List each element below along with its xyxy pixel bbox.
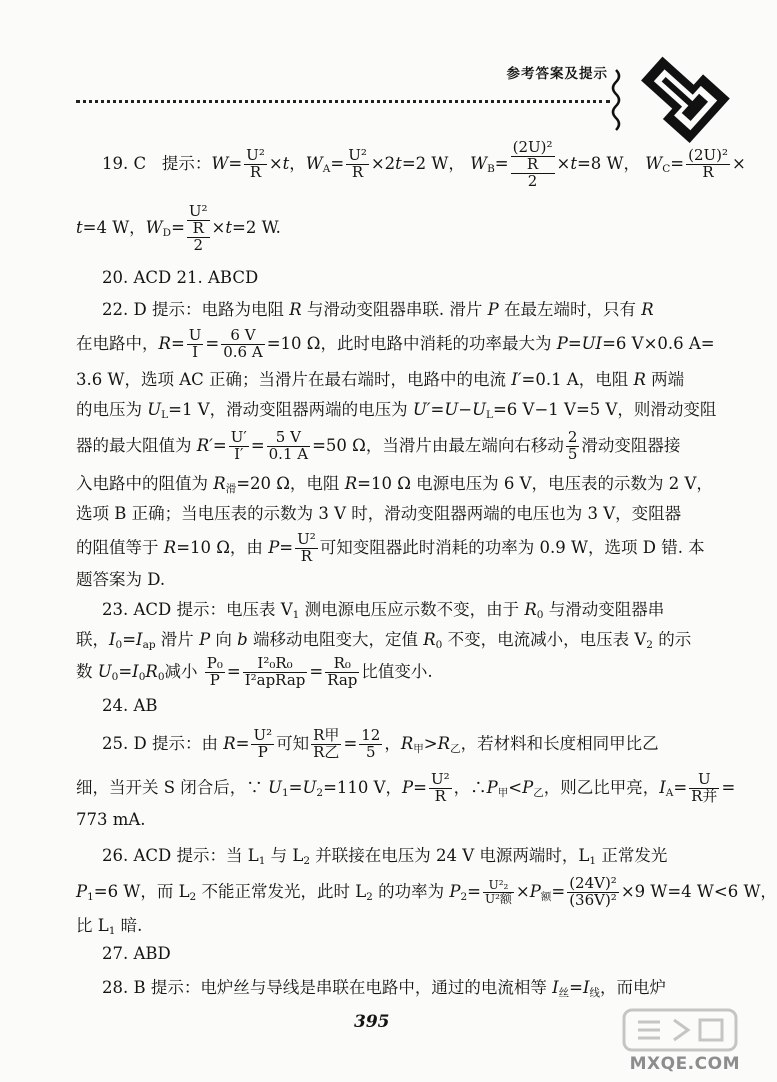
- answer-22-line5: 器的最大阻值为 R′= $\frac{U'}{I'}$ = $\frac{5 V}{0.1 A}$ =50 Ω，当滑片由最左端向右移动 $\frac{2}{5}$ 滑动变阻器接: [76, 428, 681, 463]
- page-number: 395: [354, 1012, 390, 1032]
- fraction: $\frac{\text{R₀}}{\text{Rap}}$: [327, 654, 358, 689]
- answer-26-line1: 26. ACD 提示：当 $L_1$ 与 $L_2$ 并联接在电压为 24 V 电源两端时，$L_1$ 正常发光: [102, 846, 668, 867]
- arrow-icon: [608, 50, 750, 140]
- answer-22-line1: 22. D 提示：电路为电阻 R 与滑动变阻器串联. 滑片 P 在最左端时，只有 R: [102, 300, 654, 319]
- dotted-rule: [76, 100, 610, 103]
- fraction: (2U)² R 2: [512, 138, 553, 190]
- answer-20-21: 20. ACD 21. ABCD: [102, 268, 259, 287]
- answer-23-line3: 数 $U_0=I_0R_0$减小 $\frac{\text{P₀}}{P}$ = $\frac{\text{I²₀R₀}}{\text{I²apRap}}$ = $\frac{\text{R₀}}{\text{Rap}}$ 比值变小.: [76, 654, 433, 689]
- fraction: $\frac{\text{R甲}}{\text{R乙}}$: [313, 726, 340, 761]
- fraction: $\frac{12}{5}$: [361, 726, 381, 761]
- fraction: $\frac{\text{I²₀R₀}}{\text{I²apRap}}$: [244, 654, 306, 689]
- fraction: $\frac{\text{U²}}{P}$: [253, 726, 273, 761]
- answer-24: 24. AB: [102, 696, 158, 715]
- fraction: $\frac{U}{\text{R并}}$: [691, 770, 718, 805]
- fraction: $\frac{6 V}{0.6 A}$: [223, 326, 263, 361]
- answer-25-line2: 细，当开关 S 闭合后，∵ $U_1=U_2=110$ V，P= $\frac{\text{U²}}{R}$ ，$\therefore P_甲<P_乙$，则乙比甲亮，$I_A=$ $\frac{U}{\text{R并}}$ =: [76, 770, 736, 805]
- answer-19-line2: t=4 W，$W_D=$ U² R 2 ×t=2 W.: [76, 202, 281, 254]
- answer-22-line2: 在电路中，R= $\frac{U}{I}$ = $\frac{6 V}{0.6 A}$ =10 Ω，此时电路中消耗的功率最大为 P=UI=6 V×0.6 A=: [76, 326, 715, 361]
- fraction: $\frac{\text{U²}}{R}$: [246, 146, 265, 182]
- answer-23-line2: 联，$I_0=I_{ap}$ 滑片 P 向 b 端移动电阻变大，定值 $R_0$ 不变，电流减小，电压表 $V_2$ 的示: [76, 630, 692, 651]
- answer-22-line8: 的阻值等于 R=10 Ω，由 P= $\frac{\text{U²}}{R}$ 可知变阻器此时消耗的功率为 0.9 W，选项 D 错. 本: [76, 530, 705, 565]
- header-title: 参考答案及提示: [506, 66, 608, 82]
- fraction: $\frac{\text{P₀}}{P}$: [206, 654, 223, 689]
- answer-27: 27. ABD: [102, 944, 171, 963]
- answer-22-line9: 题答案为 D.: [76, 570, 166, 589]
- answer-26-line3: 比 $L_1$ 暗.: [76, 916, 143, 937]
- fraction: $\frac{\text{U²₂}}{\text{U²额}}$: [484, 878, 512, 906]
- answer-23-line1: 23. ACD 提示：电压表 $V_1$ 测电源电压应示数不变，由于 $R_0$ 与滑动变阻器串: [102, 600, 665, 621]
- answer-28-line1: 28. B 提示：电炉丝与导线是串联在电路中，通过的电流相等 $I_丝=I_线$，而电炉: [102, 978, 666, 999]
- answer-22-line3: 3.6 W，选项 AC 正确；当滑片在最右端时，电路中的电流 I′=0.1 A，电阻 R 两端: [76, 370, 685, 389]
- fraction: $\frac{2}{5}$: [567, 428, 578, 463]
- fraction: U² R 2: [188, 202, 208, 254]
- answer-19-line1: 19. C 提示：W= $\frac{\text{U²}}{R}$ ×t，$W_A=$ $\frac{\text{U²}}{R}$ ×2t=2 W， $W_B=$ (2U)² R 2 ×t=8 W， $W_C=$ $\frac{\text{(2U)²}}{R}$ ×: [102, 138, 746, 190]
- fraction: $\frac{\text{U²}}{R}$: [430, 770, 450, 805]
- fraction: $\frac{5 V}{0.1 A}$: [268, 428, 309, 463]
- answer-22-line7: 选项 B 正确；当电压表的示数为 3 V 时，滑动变阻器两端的电压也为 3 V，变阻器: [76, 504, 682, 523]
- answer-22-line6: 入电路中的阻值为 $R_滑=20$ Ω，电阻 R=10 Ω 电源电压为 6 V，电压表的示数为 2 V，: [76, 474, 713, 495]
- answer-22-line4: 的电压为 $U_L=1$ V，滑动变阻器两端的电压为 $U'=U-U_L=6$ V−1 V=5 V，则滑动变阻: [76, 400, 717, 421]
- answer-26-line2: $P_1=6$ W，而 $L_2$ 不能正常发光，此时 $L_2$ 的功率为 $P_2=$ $\frac{\text{U²₂}}{\text{U²额}}$ $\times P_额=$ $\frac{\text{(24V)²}}{\text{(36V)²}}$ ×9 W=4 W<6 W，: [76, 874, 777, 909]
- fraction: $\frac{\text{(24V)²}}{\text{(36V)²}}$: [569, 874, 617, 909]
- fraction: $\frac{U'}{I'}$: [230, 428, 247, 463]
- fraction: $\frac{\text{U²}}{R}$: [348, 146, 367, 182]
- answer-25-line3: 773 mA.: [76, 810, 146, 829]
- fraction: $\frac{U}{I}$: [188, 326, 202, 361]
- watermark-text: MXQE.COM: [629, 1054, 740, 1074]
- answer-25-line1: 25. D 提示：由 R= $\frac{\text{U²}}{P}$ 可知 $\frac{\text{R甲}}{\text{R乙}}$ = $\frac{12}{5}$ ，$R_甲>R_乙$，若材料和长度相同甲比乙: [102, 726, 659, 761]
- fraction: $\frac{\text{(2U)²}}{R}$: [688, 146, 729, 182]
- fraction: $\frac{\text{U²}}{R}$: [297, 530, 316, 565]
